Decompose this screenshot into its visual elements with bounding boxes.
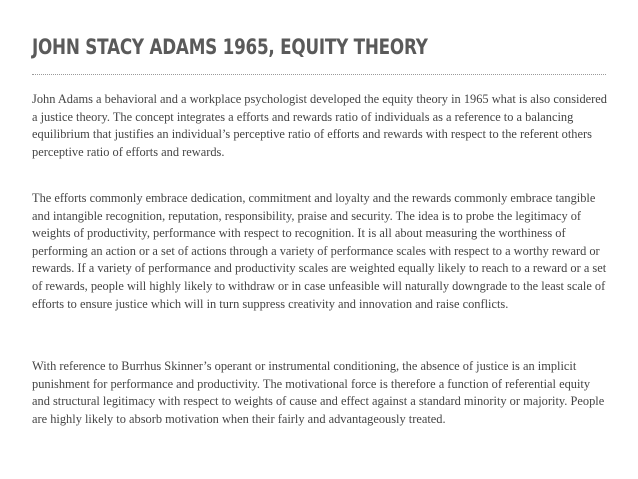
paragraph-efforts-rewards: The efforts commonly embrace dedication, commitment and loyalty and the rewards commonly embrace tangible and intangible recognition, reputation, responsibility, praise and security. The idea is to probe the legitimacy of weights of productivity, performance with respect to recognition. It is all about measuring the worthiness of performing an action or a set of actions through a variety of performance scales with respect to a worthy reward or rewards. If a variety of performance and productivity scales are weighted equally likely to reach to a reward or a set of rewards, people will highly likely to withdraw or in case unfeasible will naturally downgrade to the least scale of efforts to ensure justice which will in turn suppress creativity and innovation and raise conflicts. — [32, 191, 607, 311]
paragraph-skinner: With reference to Burrhus Skinner’s operant or instrumental conditioning, the absence of justice is an implicit punishment for performance and productivity. The motivational force is therefore a function of referential equity and structural legitimacy with respect to weights of cause and effect against a standard minority or majority. People are highly likely to absorb motivation when their fairly and advantageously treated. — [32, 359, 605, 426]
slide-title: JOHN STACY ADAMS 1965, EQUITY THEORY — [32, 35, 428, 59]
paragraph-intro: John Adams a behavioral and a workplace psychologist developed the equity theory in 1965 what is also considered a justice theory. The concept integrates a efforts and rewards ratio of individuals as a reference to a balancing equilibrium that justifies an individual’s perceptive ratio of efforts and rewards with respect to the referent others perceptive ratio of efforts and rewards. — [32, 92, 607, 159]
title-divider — [32, 74, 606, 75]
